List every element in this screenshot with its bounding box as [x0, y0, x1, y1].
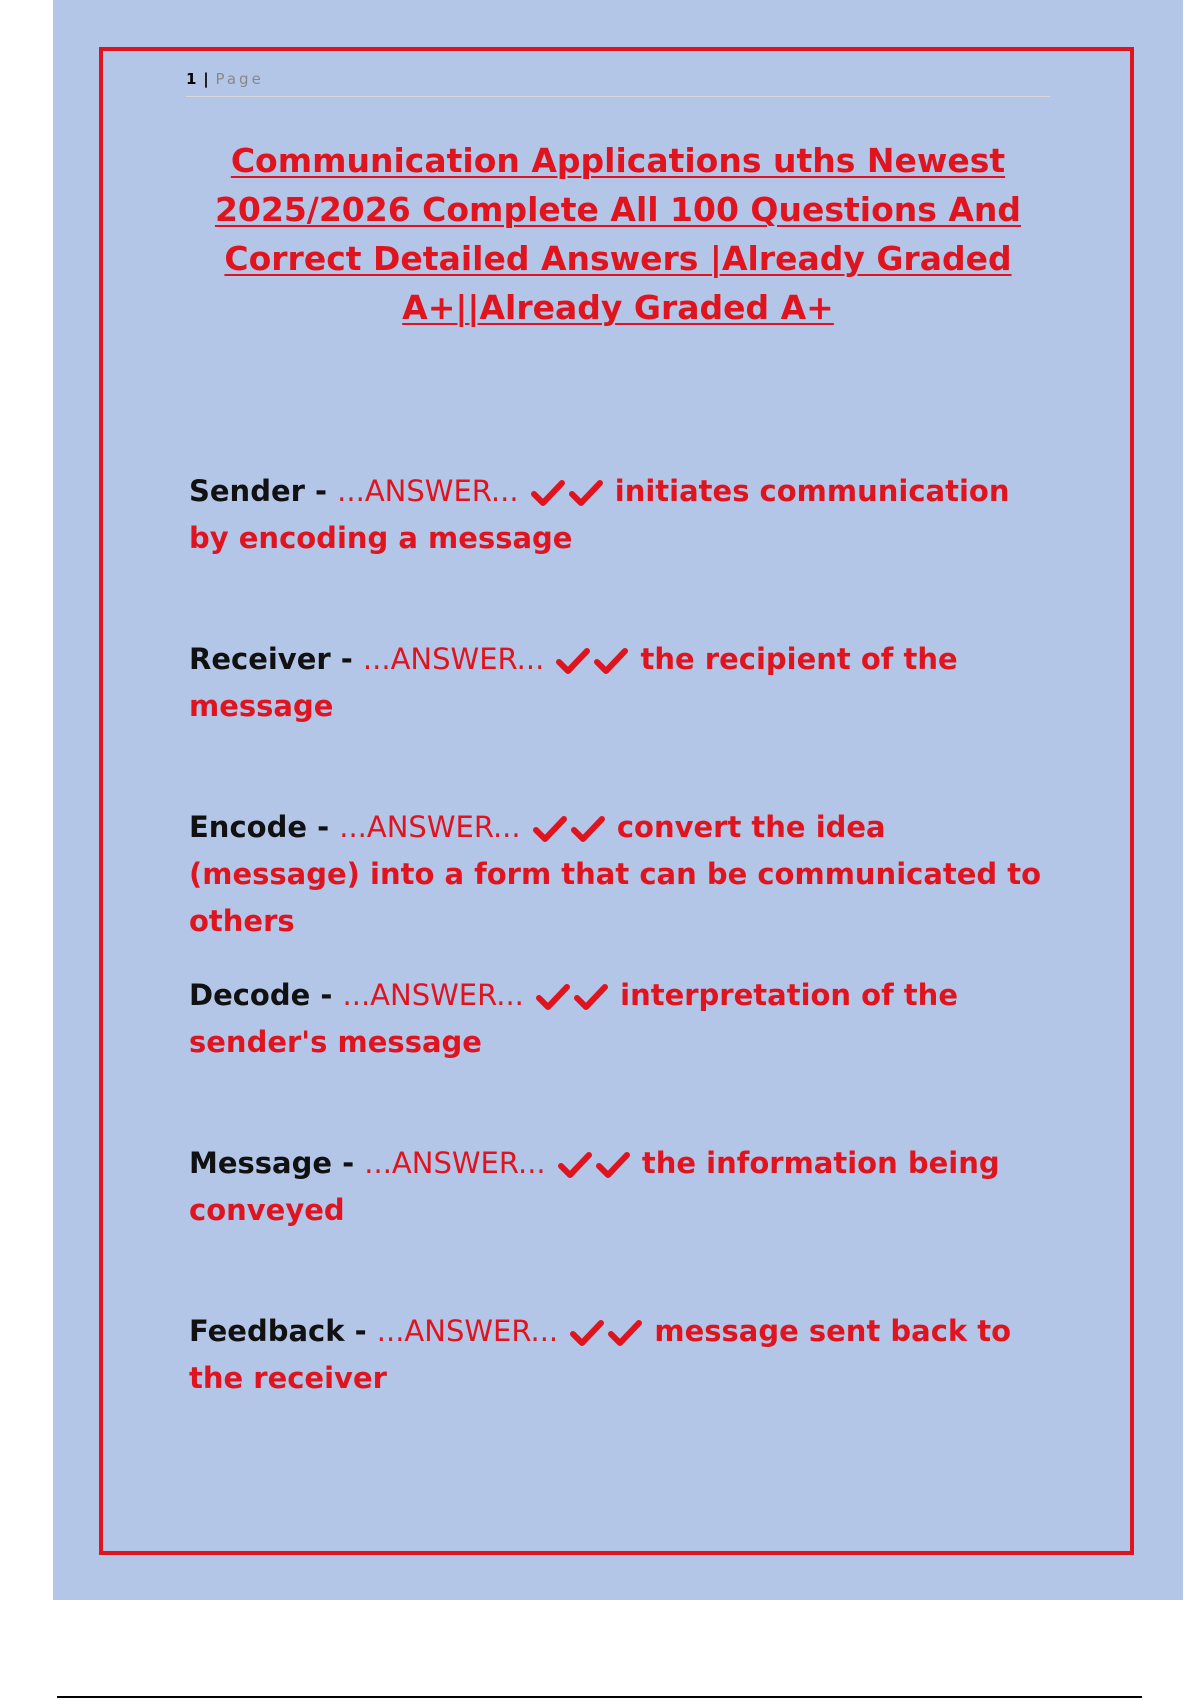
check-mark-icon — [533, 815, 567, 843]
document-title: Communication Applications uths Newest 2025/2026 Complete All 100 Questions And Correct Detailed Answers |Already Graded A+||Already Graded A+ — [214, 141, 1022, 327]
footer-divider — [57, 1696, 1142, 1698]
entry-receiver — [189, 636, 1059, 730]
entry-term: Feedback — [189, 1314, 345, 1348]
entry-definition: initiates communication by encoding a message — [189, 474, 1010, 555]
entry-dash: - — [332, 1146, 365, 1180]
entry-dash: - — [307, 810, 340, 844]
check-mark-icon — [594, 647, 628, 675]
check-mark-icon — [536, 983, 570, 1011]
check-mark-icon — [571, 815, 605, 843]
entry-dash: - — [330, 642, 363, 676]
page-header — [186, 70, 1050, 97]
check-mark-icon — [531, 479, 565, 507]
entry-term: Decode — [189, 978, 311, 1012]
page-number: 1 — [186, 70, 198, 88]
entry-term: Message — [189, 1146, 333, 1180]
entry-definition: message sent back to the receiver — [189, 1314, 1012, 1395]
check-mark-icon — [596, 1151, 630, 1179]
entry-decode — [189, 972, 1059, 1066]
entry-dash: - — [344, 1314, 377, 1348]
entry-dash: - — [310, 978, 343, 1012]
entry-term: Sender — [189, 474, 305, 508]
check-mark-icon — [556, 647, 590, 675]
entry-dash: - — [304, 474, 338, 508]
check-mark-icon — [558, 1151, 592, 1179]
check-mark-icon — [608, 1319, 642, 1347]
entry-message — [189, 1140, 1059, 1234]
entry-definition: the recipient of the message — [189, 642, 958, 723]
answer-label: ...ANSWER... — [337, 474, 519, 508]
check-mark-icon — [574, 983, 608, 1011]
entry-sender — [189, 468, 1059, 562]
page-separator: | — [203, 70, 210, 88]
check-mark-icon — [570, 1319, 604, 1347]
entry-feedback — [189, 1308, 1059, 1402]
entry-definition: the information being conveyed — [189, 1146, 1000, 1227]
entry-definition: convert the idea (message) into a form that can be communicated to others — [189, 810, 1042, 938]
page-word: Page — [215, 70, 264, 88]
entry-definition: interpretation of the sender's message — [189, 978, 958, 1059]
answer-label: ...ANSWER... — [376, 1314, 559, 1348]
entry-term: Encode — [189, 810, 307, 844]
answer-label: ...ANSWER... — [342, 978, 524, 1012]
answer-label: ...ANSWER... — [339, 810, 521, 844]
entry-encode — [189, 804, 1059, 945]
check-mark-icon — [569, 479, 603, 507]
answer-label: ...ANSWER... — [362, 642, 545, 676]
entry-term: Receiver — [189, 642, 331, 676]
answer-label: ...ANSWER... — [364, 1146, 546, 1180]
